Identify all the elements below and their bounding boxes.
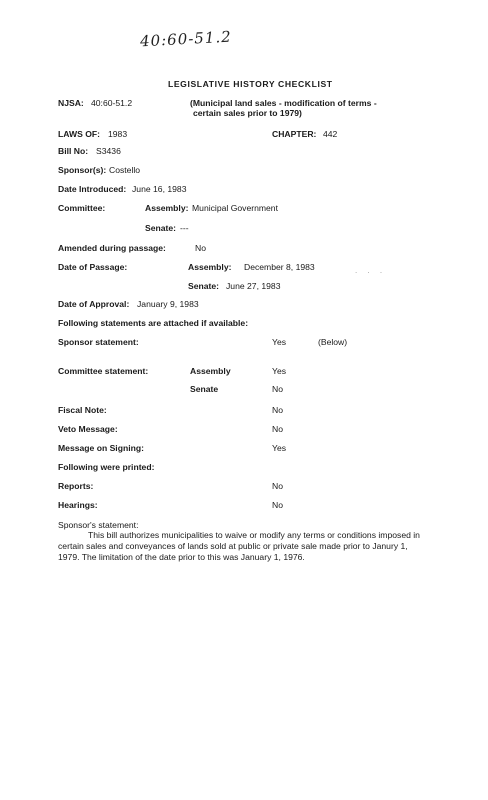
reports-value: No — [272, 481, 283, 491]
committee-assembly-value: Municipal Government — [192, 203, 278, 213]
reports-label: Reports: — [58, 481, 94, 491]
attached-statements-heading: Following statements are attached if available: — [58, 318, 249, 328]
chapter-value: 442 — [323, 129, 338, 139]
passage-senate-label: Senate: — [188, 281, 220, 291]
sponsors-statement-text: This bill authorizes municipalities to waive or modify any terms or conditions imposed in certain sales and conveyances of lands sold at public or private sale made prior to Janury 1, 1979. The limitation of the date prior to this was January 1, 1976. — [58, 530, 420, 562]
committee-statement-senate-value: No — [272, 384, 283, 394]
chapter-label: CHAPTER: — [272, 129, 317, 139]
njsa-value: 40:60-51.2 — [91, 98, 133, 108]
description-line-1: (Municipal land sales - modification of terms - — [190, 98, 377, 108]
sponsors-label: Sponsor(s): — [58, 165, 107, 175]
passage-senate-value: June 27, 1983 — [226, 281, 281, 291]
date-of-approval-value: January 9, 1983 — [137, 299, 199, 309]
message-on-signing-label: Message on Signing: — [58, 443, 144, 453]
committee-senate-value: --- — [180, 223, 189, 233]
hearings-label: Hearings: — [58, 500, 98, 510]
scan-speckle: . . . — [355, 266, 387, 275]
bill-no-label: Bill No: — [58, 146, 89, 156]
hearings-value: No — [272, 500, 283, 510]
passage-assembly-label: Assembly: — [188, 262, 232, 272]
committee-statement-label: Committee statement: — [58, 366, 149, 376]
njsa-label: NJSA: — [58, 98, 84, 108]
date-introduced-value: June 16, 1983 — [132, 184, 187, 194]
handwritten-statute-number: 40:60-51.2 — [139, 27, 233, 51]
committee-statement-assembly-label: Assembly — [190, 366, 231, 376]
bill-no-value: S3436 — [96, 146, 121, 156]
sponsor-statement-label: Sponsor statement: — [58, 337, 139, 347]
veto-message-value: No — [272, 424, 283, 434]
committee-label: Committee: — [58, 203, 106, 213]
description-line-2: certain sales prior to 1979) — [193, 108, 302, 118]
message-on-signing-value: Yes — [272, 443, 287, 453]
amended-label: Amended during passage: — [58, 243, 166, 253]
sponsors-statement-heading: Sponsor's statement: — [58, 520, 139, 530]
committee-statement-senate-label: Senate — [190, 384, 219, 394]
laws-of-value: 1983 — [108, 129, 128, 139]
committee-assembly-label: Assembly: — [145, 203, 189, 213]
date-of-approval-label: Date of Approval: — [58, 299, 130, 309]
committee-senate-label: Senate: — [145, 223, 177, 233]
sponsors-value: Costello — [109, 165, 141, 175]
sponsors-statement-paragraph — [58, 530, 428, 563]
committee-statement-assembly-value: Yes — [272, 366, 287, 376]
fiscal-note-label: Fiscal Note: — [58, 405, 107, 415]
date-introduced-label: Date Introduced: — [58, 184, 127, 194]
sponsor-statement-value: Yes — [272, 337, 287, 347]
amended-value: No — [195, 243, 206, 253]
veto-message-label: Veto Message: — [58, 424, 118, 434]
following-printed-heading: Following were printed: — [58, 462, 155, 472]
page-title: LEGISLATIVE HISTORY CHECKLIST — [168, 79, 333, 89]
passage-assembly-value: December 8, 1983 — [244, 262, 315, 272]
sponsor-statement-note: (Below) — [318, 337, 348, 347]
fiscal-note-value: No — [272, 405, 283, 415]
date-of-passage-label: Date of Passage: — [58, 262, 128, 272]
laws-of-label: LAWS OF: — [58, 129, 101, 139]
